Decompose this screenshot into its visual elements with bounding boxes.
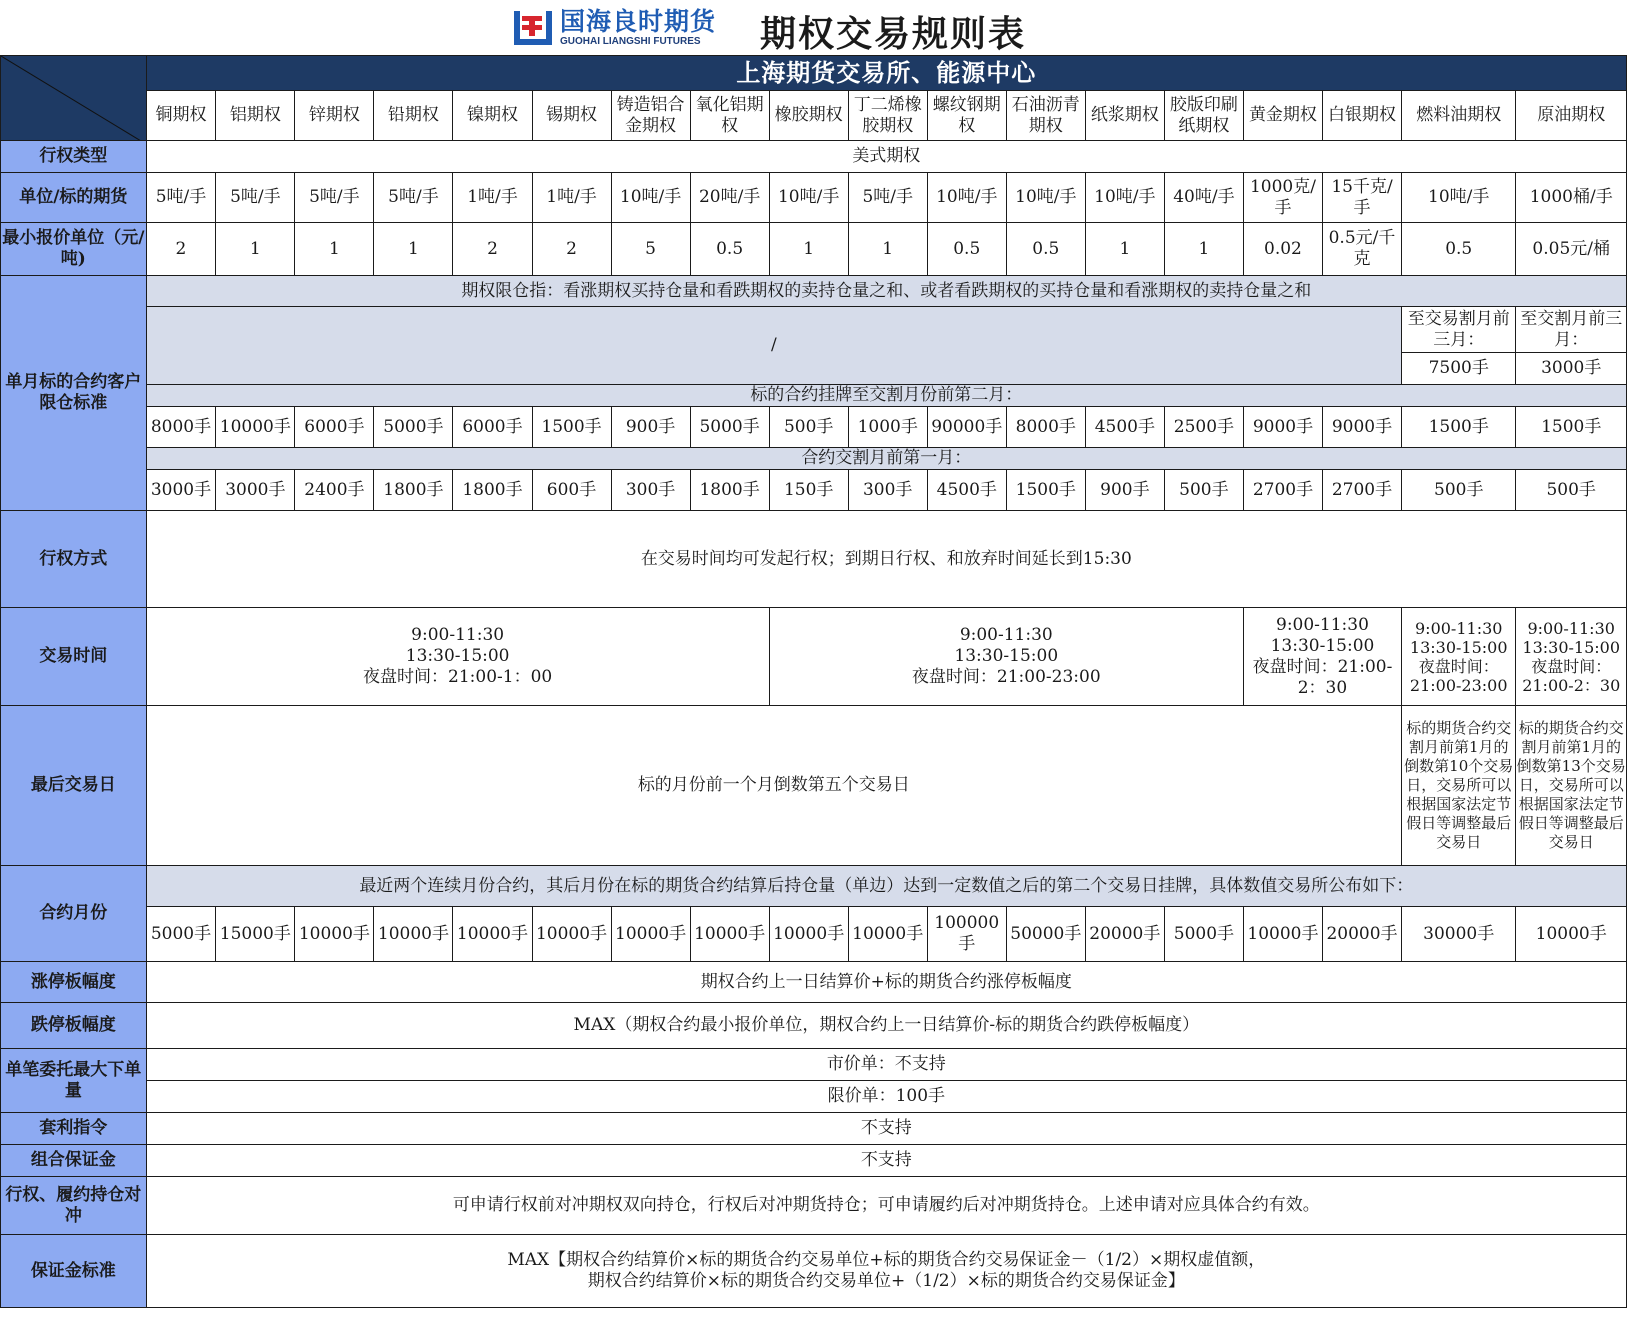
three-month-crude-oil: 3000手	[1516, 353, 1627, 385]
unit-cell: 15千克/手	[1322, 173, 1401, 223]
tick-cell: 2	[532, 223, 611, 276]
row-label-margin: 保证金标准	[1, 1235, 147, 1308]
margin-formula	[146, 1235, 1626, 1308]
tick-cell: 1	[769, 223, 848, 276]
brand-name-en: GUOHAI LIANGSHI FUTURES	[560, 36, 701, 47]
second-month-cell: 6000手	[453, 407, 532, 448]
page-title: 期权交易规则表	[760, 13, 1027, 55]
brand-name-cn: 国海良时期货	[560, 7, 717, 36]
contract-months-cell: 10000手	[769, 907, 848, 962]
unit-cell: 5吨/手	[146, 173, 216, 223]
trading-hours-precious: 9:00-11:30 13:30-15:00 夜盘时间：21:00-2：30	[1243, 608, 1401, 706]
unit-cell: 5吨/手	[374, 173, 453, 223]
trading-hours-others: 9:00-11:30 13:30-15:00 夜盘时间：21:00-23:00	[769, 608, 1243, 706]
product-header: 螺纹钢期权	[927, 91, 1006, 141]
contract-months-cell: 10000手	[453, 907, 532, 962]
unit-cell: 10吨/手	[927, 173, 1006, 223]
contract-months-cell: 10000手	[1516, 907, 1627, 962]
hedge-value: 可申请行权前对冲期权双向持仓，行权后对冲期货持仓；可申请履约后对冲期货持仓。上述申请对应具体合约有效。	[146, 1177, 1626, 1235]
second-month-cell: 4500手	[1085, 407, 1164, 448]
trading-hours-fuel-oil: 9:00-11:30 13:30-15:00 夜盘时间： 21:00-23:00	[1402, 608, 1516, 706]
corner-cell	[1, 56, 147, 141]
product-header: 铝期权	[216, 91, 295, 141]
product-header: 铅期权	[374, 91, 453, 141]
product-header: 橡胶期权	[769, 91, 848, 141]
margin-formula-line2: 期权合约结算价×标的期货合约交易单位+（1/2）×标的期货合约交易保证金】	[587, 1271, 1185, 1291]
product-header: 锌期权	[295, 91, 374, 141]
contract-months-row	[1, 907, 1627, 962]
limit-up-value: 期权合约上一日结算价+标的期货合约涨停板幅度	[146, 962, 1626, 1003]
three-month-label-crude-oil: 至交割月前三月：	[1516, 307, 1627, 353]
contract-months-cell: 10000手	[690, 907, 769, 962]
last-trading-day-fuel-oil: 标的期货合约交割月前第1月的倒数第10个交易日，交易所可以根据国家法定节假日等调整最后交易日	[1402, 706, 1516, 866]
second-month-cell: 500手	[769, 407, 848, 448]
unit-cell: 1000克/手	[1243, 173, 1322, 223]
tick-row	[1, 223, 1627, 276]
position-limit-definition: 期权限仓指：看涨期权买持仓量和看跌期权的卖持仓量之和、或者看跌期权的买持仓量和看涨期权的卖持仓量之和	[146, 276, 1626, 307]
row-label-hedge: 行权、履约持仓对冲	[1, 1177, 147, 1235]
product-header: 黄金期权	[1243, 91, 1322, 141]
exercise-type-value: 美式期权	[146, 141, 1626, 173]
header	[0, 0, 1628, 55]
limit-down-value: MAX（期权合约最小报价单位，期权合约上一日结算价-标的期货合约跌停板幅度）	[146, 1003, 1626, 1049]
trading-hours-metals: 9:00-11:30 13:30-15:00 夜盘时间：21:00-1：00	[146, 608, 769, 706]
second-month-cell: 5000手	[690, 407, 769, 448]
unit-cell: 10吨/手	[611, 173, 690, 223]
max-order-limit: 限价单：100手	[146, 1081, 1626, 1113]
contract-months-cell: 30000手	[1402, 907, 1516, 962]
first-month-cell: 1500手	[1006, 470, 1085, 511]
product-header: 丁二烯橡胶期权	[848, 91, 927, 141]
tick-cell: 1	[1085, 223, 1164, 276]
row-label-max-order: 单笔委托最大下单量	[1, 1049, 147, 1113]
tick-cell: 0.05元/桶	[1516, 223, 1627, 276]
product-header: 纸浆期权	[1085, 91, 1164, 141]
product-header: 燃料油期权	[1402, 91, 1516, 141]
first-month-cell: 900手	[1085, 470, 1164, 511]
first-month-cell: 500手	[1402, 470, 1516, 511]
diagonal-line-icon	[1, 56, 141, 141]
first-month-cell: 150手	[769, 470, 848, 511]
three-month-label-fuel-oil: 至交易割月前三月：	[1402, 307, 1516, 353]
combo-margin-value: 不支持	[146, 1145, 1626, 1177]
options-rules-table	[0, 55, 1627, 1308]
tick-cell: 0.02	[1243, 223, 1322, 276]
product-header: 锡期权	[532, 91, 611, 141]
contract-months-cell: 20000手	[1322, 907, 1401, 962]
product-header: 镍期权	[453, 91, 532, 141]
row-label-unit: 单位/标的期货	[1, 173, 147, 223]
row-label-exercise-method: 行权方式	[1, 511, 147, 608]
contract-months-cell: 100000手	[927, 907, 1006, 962]
contract-months-cell: 5000手	[1164, 907, 1243, 962]
second-month-label: 标的合约挂牌至交割月份前第二月：	[146, 385, 1626, 407]
first-month-cell: 300手	[848, 470, 927, 511]
first-month-cell: 500手	[1164, 470, 1243, 511]
first-month-cell: 500手	[1516, 470, 1627, 511]
unit-cell: 20吨/手	[690, 173, 769, 223]
unit-row	[1, 173, 1627, 223]
row-label-combo-margin: 组合保证金	[1, 1145, 147, 1177]
exchange-header: 上海期货交易所、能源中心	[146, 56, 1626, 91]
tick-cell: 1	[374, 223, 453, 276]
second-month-cell: 900手	[611, 407, 690, 448]
row-label-tick: 最小报价单位（元/吨)	[1, 223, 147, 276]
product-header: 原油期权	[1516, 91, 1627, 141]
last-trading-day-crude-oil: 标的期货合约交割月前第1月的倒数第13个交易日，交易所可以根据国家法定节假日等调整最后交易日	[1516, 706, 1627, 866]
first-month-cell: 1800手	[690, 470, 769, 511]
contract-months-cell: 10000手	[611, 907, 690, 962]
unit-cell: 40吨/手	[1164, 173, 1243, 223]
unit-cell: 10吨/手	[1006, 173, 1085, 223]
product-header: 石油沥青期权	[1006, 91, 1085, 141]
contract-months-cell: 10000手	[532, 907, 611, 962]
first-month-cell: 300手	[611, 470, 690, 511]
first-month-cell: 4500手	[927, 470, 1006, 511]
first-month-cell: 3000手	[146, 470, 216, 511]
last-trading-day-general: 标的月份前一个月倒数第五个交易日	[146, 706, 1401, 866]
second-month-cell: 10000手	[216, 407, 295, 448]
second-month-cell: 1500手	[1402, 407, 1516, 448]
tick-cell: 1	[848, 223, 927, 276]
contract-months-description: 最近两个连续月份合约，其后月份在标的期货合约结算后持仓量（单边）达到一定数值之后的第二个交易日挂牌，具体数值交易所公布如下：	[146, 866, 1626, 907]
brand-mark-icon	[512, 8, 554, 48]
second-month-cell: 6000手	[295, 407, 374, 448]
second-month-cell: 1000手	[848, 407, 927, 448]
product-header: 氧化铝期权	[690, 91, 769, 141]
position-limit-slash: /	[146, 307, 1401, 385]
first-month-cell: 600手	[532, 470, 611, 511]
product-header: 铸造铝合金期权	[611, 91, 690, 141]
second-month-cell: 5000手	[374, 407, 453, 448]
contract-months-cell: 10000手	[374, 907, 453, 962]
row-label-limit-down: 跌停板幅度	[1, 1003, 147, 1049]
product-header-row	[1, 91, 1627, 141]
contract-months-cell: 10000手	[295, 907, 374, 962]
contract-months-cell: 5000手	[146, 907, 216, 962]
second-month-cell: 8000手	[146, 407, 216, 448]
row-label-contract-months: 合约月份	[1, 866, 147, 962]
row-label-trading-hours: 交易时间	[1, 608, 147, 706]
unit-cell: 5吨/手	[848, 173, 927, 223]
tick-cell: 0.5	[1402, 223, 1516, 276]
unit-cell: 1吨/手	[453, 173, 532, 223]
second-month-cell: 8000手	[1006, 407, 1085, 448]
contract-months-cell: 15000手	[216, 907, 295, 962]
second-month-cell: 1500手	[1516, 407, 1627, 448]
product-header: 胶版印刷纸期权	[1164, 91, 1243, 141]
first-month-cell: 2700手	[1322, 470, 1401, 511]
unit-cell: 5吨/手	[216, 173, 295, 223]
tick-cell: 1	[216, 223, 295, 276]
arbitrage-value: 不支持	[146, 1113, 1626, 1145]
second-month-row	[1, 407, 1627, 448]
tick-cell: 2	[453, 223, 532, 276]
tick-cell: 2	[146, 223, 216, 276]
tick-cell: 1	[1164, 223, 1243, 276]
unit-cell: 5吨/手	[295, 173, 374, 223]
three-month-fuel-oil: 7500手	[1402, 353, 1516, 385]
trading-hours-crude-oil: 9:00-11:30 13:30-15:00 夜盘时间： 21:00-2：30	[1516, 608, 1627, 706]
contract-months-cell: 10000手	[848, 907, 927, 962]
tick-cell: 0.5	[1006, 223, 1085, 276]
first-month-row	[1, 470, 1627, 511]
unit-cell: 10吨/手	[1402, 173, 1516, 223]
tick-cell: 0.5	[690, 223, 769, 276]
first-month-cell: 2400手	[295, 470, 374, 511]
brand-logo	[512, 8, 716, 48]
unit-cell: 10吨/手	[1085, 173, 1164, 223]
tick-cell: 5	[611, 223, 690, 276]
row-label-limit-up: 涨停板幅度	[1, 962, 147, 1003]
row-label-exercise-type: 行权类型	[1, 141, 147, 173]
first-month-cell: 1800手	[453, 470, 532, 511]
second-month-cell: 9000手	[1322, 407, 1401, 448]
row-label-position-limit: 单月标的合约客户限仓标准	[1, 276, 147, 511]
first-month-label: 合约交割月前第一月：	[146, 448, 1626, 470]
row-label-arbitrage: 套利指令	[1, 1113, 147, 1145]
unit-cell: 1000桶/手	[1516, 173, 1627, 223]
contract-months-cell: 10000手	[1243, 907, 1322, 962]
tick-cell: 1	[295, 223, 374, 276]
first-month-cell: 3000手	[216, 470, 295, 511]
second-month-cell: 90000手	[927, 407, 1006, 448]
second-month-cell: 2500手	[1164, 407, 1243, 448]
contract-months-cell: 50000手	[1006, 907, 1085, 962]
unit-cell: 1吨/手	[532, 173, 611, 223]
first-month-cell: 2700手	[1243, 470, 1322, 511]
contract-months-cell: 20000手	[1085, 907, 1164, 962]
tick-cell: 0.5元/千克	[1322, 223, 1401, 276]
exercise-method-value: 在交易时间均可发起行权；到期日行权、和放弃时间延长到15:30	[146, 511, 1626, 608]
first-month-cell: 1800手	[374, 470, 453, 511]
second-month-cell: 9000手	[1243, 407, 1322, 448]
tick-cell: 0.5	[927, 223, 1006, 276]
product-header: 白银期权	[1322, 91, 1401, 141]
second-month-cell: 1500手	[532, 407, 611, 448]
max-order-market: 市价单：不支持	[146, 1049, 1626, 1081]
row-label-last-trading-day: 最后交易日	[1, 706, 147, 866]
product-header: 铜期权	[146, 91, 216, 141]
unit-cell: 10吨/手	[769, 173, 848, 223]
margin-formula-line1: MAX【期权合约结算价×标的期货合约交易单位+标的期货合约交易保证金－（1/2）×期权虚值额，	[507, 1250, 1266, 1270]
